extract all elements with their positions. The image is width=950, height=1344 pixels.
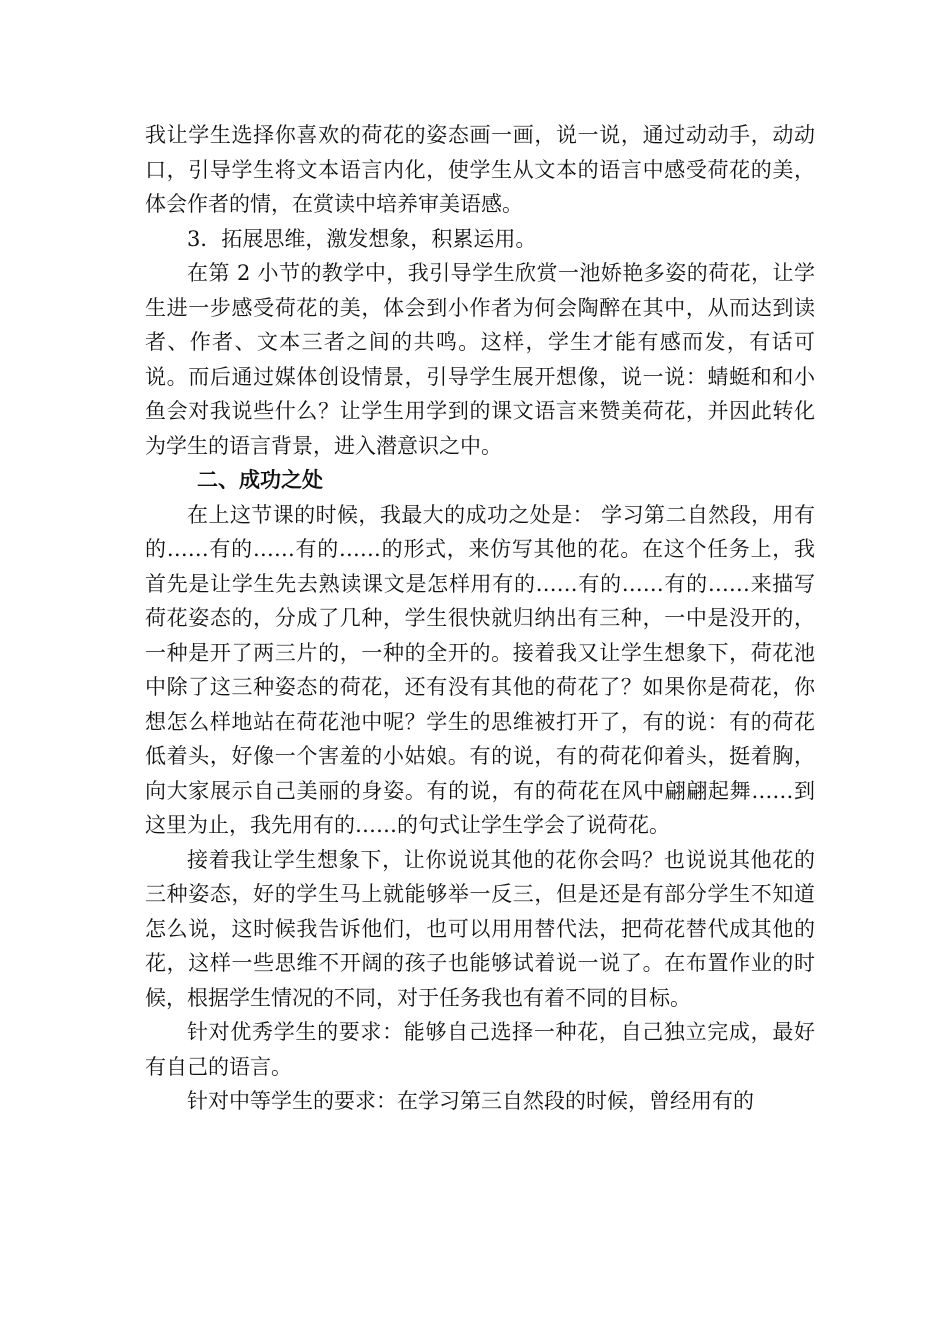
paragraph-1: 我让学生选择你喜欢的荷花的姿态画一画，说一说，通过动动手，动动口，引导学生将文本语言内化，使学生从文本的语言中感受荷花的美，体会作者的情，在赏读中培养审美语感。 bbox=[145, 123, 815, 216]
paragraph-6: 针对优秀学生的要求：能够自己选择一种花，自己独立完成，最好有自己的语言。 bbox=[145, 1020, 815, 1079]
section-heading: 二、成功之处 bbox=[197, 468, 323, 492]
paragraph-5: 接着我让学生想象下，让你说说其他的花你会吗？也说说其他花的三种姿态，好的学生马上就能够举一反三，但是还是有部分学生不知道怎么说，这时候我告诉他们，也可以用用替代法，把荷花替代成其他的花，这样一些思维不开阔的孩子也能够试着说一说了。在布置作业的时候，根据学生情况的不同，对于任务我也有着不同的目标。 bbox=[145, 847, 815, 1010]
document-body bbox=[145, 118, 815, 1119]
paragraph-7: 针对中等学生的要求：在学习第三自然段的时候，曾经用有的 bbox=[187, 1089, 754, 1113]
paragraph-2: 3．拓展思维，激发想象，积累运用。 bbox=[187, 226, 537, 251]
paragraph-4: 在上这节课的时候，我最大的成功之处是： 学习第二自然段，用有的……有的……有的……的形式，来仿写其他的花。在这个任务上，我首先是让学生先去熟读课文是怎样用有的……有的……有的……来描写荷花姿态的，分成了几种，学生很快就归纳出有三种，一中是没开的，一种是开了两三片的，一种的全开的。接着我又让学生想象下，荷花池中除了这三种姿态的荷花，还有没有其他的荷花了？如果你是荷花，你想怎么样地站在荷花池中呢？学生的思维被打开了，有的说：有的荷花低着头，好像一个害羞的小姑娘。有的说，有的荷花仰着头，挺着胸，向大家展示自己美丽的身姿。有的说，有的荷花在风中翩翩起舞……到这里为止，我先用有的……的句式让学生学会了说荷花。 bbox=[145, 502, 815, 837]
paragraph-3: 在第 2 小节的教学中，我引导学生欣赏一池娇艳多姿的荷花，让学生进一步感受荷花的美，体会到小作者为何会陶醉在其中，从而达到读者、作者、文本三者之间的共鸣。这样，学生才能有感而发，有话可说。而后通过媒体创设情景，引导学生展开想像，说一说：蜻蜓和和小鱼会对我说些什么？让学生用学到的课文语言来赞美荷花，并因此转化为学生的语言背景，进入潜意识之中。 bbox=[145, 261, 815, 458]
